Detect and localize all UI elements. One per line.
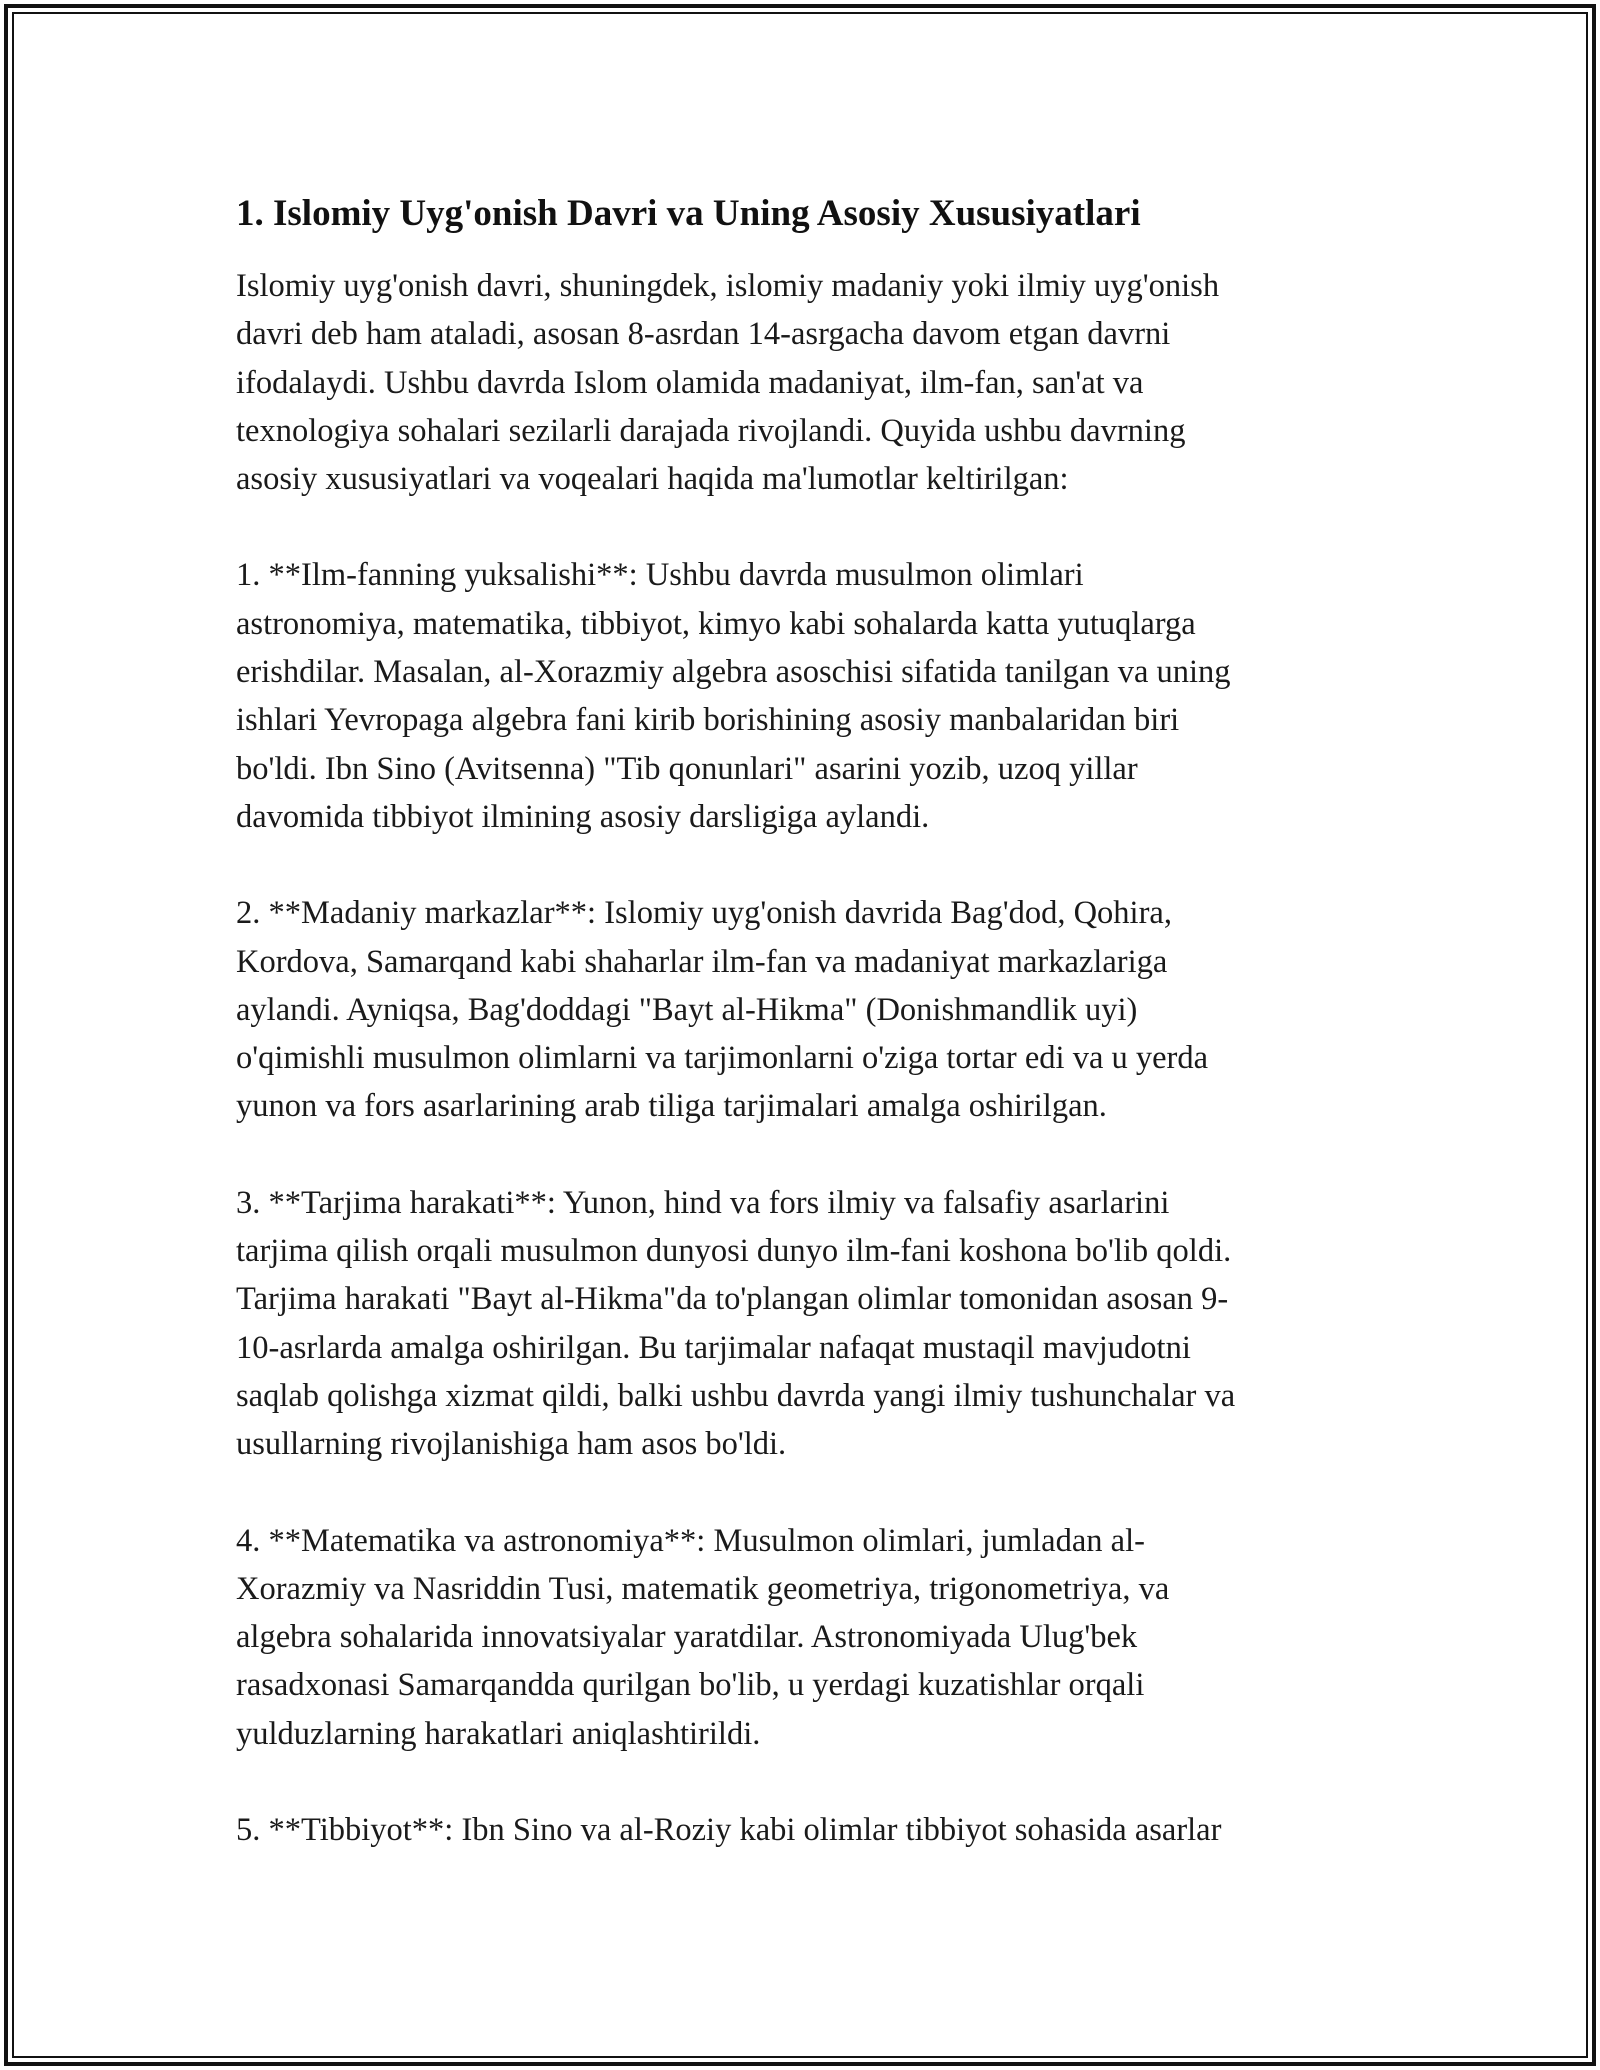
paragraph-science: 1. **Ilm-fanning yuksalishi**: Ushbu davrda musulmon olimlari astronomiya, matematika, tibbiyot, kimyo kabi sohalarda katta yutuqlarga erishdilar. Masalan, al-Xorazmiy algebra asoschisi sifatida tanilgan va uning ishlari Yevropaga algebra fani kirib borishining asosiy manbalaridan biri bo'ldi. Ibn Sino (Avitsenna) "Tib qonunlari" asarini yozib, uzoq yillar davomida tibbiyot ilmining asosiy darsligiga aylandi. — [236, 557, 1231, 835]
paragraph-translation: 3. **Tarjima harakati**: Yunon, hind va fors ilmiy va falsafiy asarlarini tarjima qilish orqali musulmon dunyosi dunyo ilm-fani koshona bo'lib qoldi. Tarjima harakati "Bayt al-Hikma"da to'plangan olimlar tomonidan asosan 9- 10-asrlarda amalga oshirilgan. Bu tarjimalar nafaqat mustaqil mavjudotni saqlab qolishga xizmat qildi, balki ushbu davrda yangi ilmiy tushunchalar va usullarning rivojlanishiga ham asos bo'ldi. — [236, 1184, 1236, 1463]
document-body — [236, 190, 1396, 1854]
paragraph-math-astronomy: 4. **Matematika va astronomiya**: Musulmon olimlari, jumladan al- Xorazmiy va Nasriddin Tusi, matematik geometriya, trigonometriya, va algebra sohalarida innovatsiyalar yaratdilar. Astronomiyada Ulug'bek rasadxonasi Samarqandda qurilgan bo'lib, u yerdagi kuzatishlar orqali yulduzlarning harakatlari aniqlashtirildi. — [236, 1522, 1170, 1752]
paragraph-medicine: 5. **Tibbiyot**: Ibn Sino va al-Roziy kabi olimlar tibbiyot sohasida asarlar — [236, 1812, 1222, 1849]
document-title: 1. Islomiy Uyg'onish Davri va Uning Asosiy Xususiyatlari — [236, 193, 1141, 234]
paragraph-cultural-centers: 2. **Madaniy markazlar**: Islomiy uyg'onish davrida Bag'dod, Qohira, Kordova, Samarqand kabi shaharlar ilm-fan va madaniyat markazlariga aylandi. Ayniqsa, Bag'doddagi "Bayt al-Hikma" (Donishmandlik uyi) o'qimishli musulmon olimlarni va tarjimonlarni o'ziga tortar edi va u yerda yunon va fors asarlarining arab tiliga tarjimalari amalga oshirilgan. — [236, 895, 1209, 1125]
intro-paragraph: Islomiy uyg'onish davri, shuningdek, islomiy madaniy yoki ilmiy uyg'onish davri deb ham ataladi, asosan 8-asrdan 14-asrgacha davom etgan davrni ifodalaydi. Ushbu davrda Islom olamida madaniyat, ilm-fan, san'at va texnologiya sohalari sezilarli darajada rivojlandi. Quyida ushbu davrning asosiy xususiyatlari va voqealari haqida ma'lumotlar keltirilgan: — [236, 268, 1220, 498]
